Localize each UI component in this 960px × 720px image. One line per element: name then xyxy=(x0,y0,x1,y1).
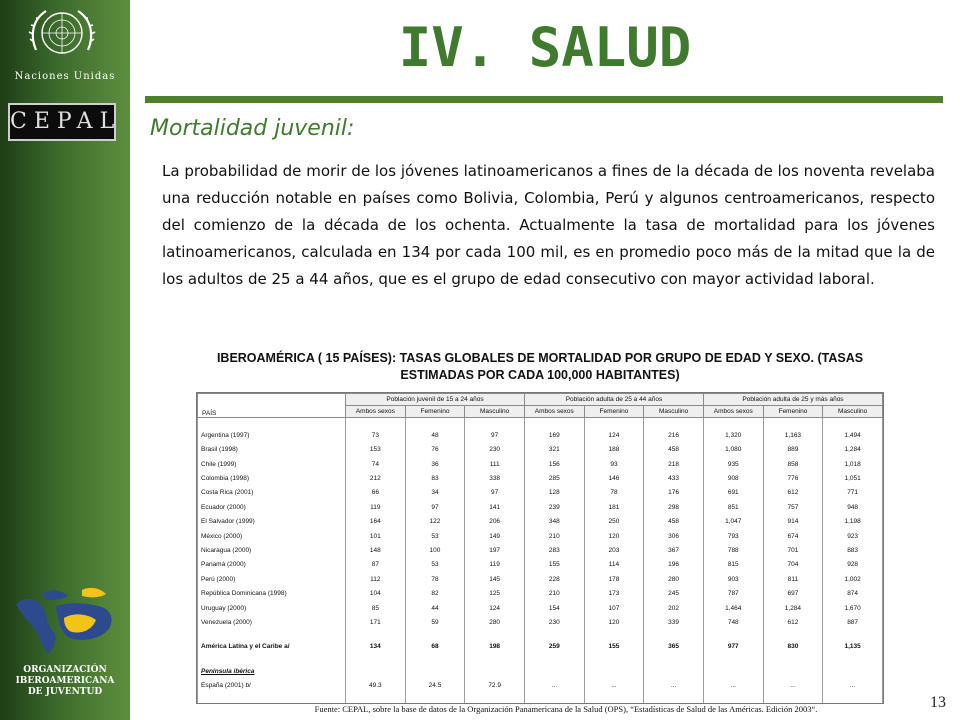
value-cell: 120 xyxy=(584,529,644,543)
country-cell: Panamá (2000) xyxy=(198,558,346,572)
value-cell: 146 xyxy=(584,471,644,485)
spacer-cell xyxy=(584,693,644,703)
page-title: IV. SALUD xyxy=(398,16,692,79)
sub-header: Masculino xyxy=(823,406,883,418)
value-cell: 1,047 xyxy=(703,514,763,528)
value-cell: 206 xyxy=(465,514,525,528)
table-row xyxy=(198,601,883,615)
value-cell: 283 xyxy=(524,543,584,557)
intro-paragraph: La probabilidad de morir de los jóvenes latinoamericanos a fines de la década de los noventa revelaba una reducción notable en países como Bolivia, Colombia, Perú y algunos centroamericanos, respecto del comienzo de la década de los ochenta. Actualmente la tasa de mortalidad para los jóvenes latinoamericanos, calculada en 134 por cada 100 mil, es en promedio poco más de la mitad que la de los adultos de 25 a 44 años, que es el grupo de edad consecutivo con mayor actividad laboral. xyxy=(162,162,935,288)
country-cell: Perú (2000) xyxy=(198,572,346,586)
section-subtitle: Mortalidad juvenil: xyxy=(150,116,355,141)
value-cell: 154 xyxy=(524,601,584,615)
table-caption: IBEROAMÉRICA ( 15 PAÍSES): TASAS GLOBALES DE MORTALIDAD POR GRUPO DE EDAD Y SEXO. (TASAS ESTIMADAS POR CADA 100,000 HABITANTES) xyxy=(216,351,864,382)
table-row xyxy=(198,572,883,586)
spacer-cell xyxy=(703,630,763,640)
value-cell: 85 xyxy=(346,601,406,615)
country-cell: América Latina y el Caribe a/ xyxy=(198,640,346,654)
spacer-cell xyxy=(584,418,644,429)
value-cell: 1,494 xyxy=(823,428,883,442)
spacer-cell xyxy=(584,654,644,664)
value-cell: 339 xyxy=(644,615,704,629)
sub-header: Masculino xyxy=(465,406,525,418)
value-cell: 908 xyxy=(703,471,763,485)
value-cell: 197 xyxy=(465,543,525,557)
table-row xyxy=(198,471,883,485)
spacer-cell xyxy=(703,654,763,664)
table-row xyxy=(198,615,883,629)
group-header: Población adulta de 25 a 44 años xyxy=(524,394,703,406)
value-cell: 216 xyxy=(644,428,704,442)
value-cell: 171 xyxy=(346,615,406,629)
table-row xyxy=(198,500,883,514)
spacer-cell xyxy=(465,418,525,429)
value-cell: 285 xyxy=(524,471,584,485)
value-cell: 148 xyxy=(346,543,406,557)
oij-name xyxy=(0,665,130,698)
spacer-cell xyxy=(346,418,406,429)
value-cell: 134 xyxy=(346,640,406,654)
spacer-cell xyxy=(644,654,704,664)
spacer-cell xyxy=(584,630,644,640)
spacer-row xyxy=(198,630,883,640)
value-cell: 114 xyxy=(584,558,644,572)
value-cell: 100 xyxy=(405,543,465,557)
value-cell: 1,284 xyxy=(763,601,823,615)
country-cell: Chile (1999) xyxy=(198,457,346,471)
value-cell: 78 xyxy=(584,486,644,500)
iberoamerica-map-logo xyxy=(12,584,118,658)
value-cell: 1,051 xyxy=(823,471,883,485)
value-cell: 210 xyxy=(524,529,584,543)
value-cell: 1,018 xyxy=(823,457,883,471)
value-cell: 830 xyxy=(763,640,823,654)
value-cell: 977 xyxy=(703,640,763,654)
sub-header: Femenino xyxy=(584,406,644,418)
value-cell: 68 xyxy=(405,640,465,654)
value-cell: 757 xyxy=(763,500,823,514)
value-cell: 178 xyxy=(584,572,644,586)
total-row xyxy=(198,640,883,654)
value-cell: 44 xyxy=(405,601,465,615)
value-cell: 218 xyxy=(644,457,704,471)
country-cell: México (2000) xyxy=(198,529,346,543)
value-cell: 1,284 xyxy=(823,442,883,456)
value-cell: 338 xyxy=(465,471,525,485)
value-cell: 1,002 xyxy=(823,572,883,586)
spacer-cell xyxy=(524,664,584,678)
value-cell: 72.9 xyxy=(465,678,525,692)
sub-header: Femenino xyxy=(405,406,465,418)
value-cell: 112 xyxy=(346,572,406,586)
value-cell: 169 xyxy=(524,428,584,442)
value-cell: 93 xyxy=(584,457,644,471)
country-cell: Venezuela (2000) xyxy=(198,615,346,629)
country-cell: Costa Rica (2001) xyxy=(198,486,346,500)
value-cell: 82 xyxy=(405,587,465,601)
value-cell: 280 xyxy=(644,572,704,586)
value-cell: 1,163 xyxy=(763,428,823,442)
group-header: Población juvenil de 15 a 24 años xyxy=(346,394,525,406)
spacer-cell xyxy=(584,664,644,678)
value-cell: 128 xyxy=(524,486,584,500)
spacer-cell xyxy=(465,630,525,640)
sidebar xyxy=(0,0,130,720)
value-cell: 173 xyxy=(584,587,644,601)
value-cell: 203 xyxy=(584,543,644,557)
spacer-cell xyxy=(823,630,883,640)
value-cell: 122 xyxy=(405,514,465,528)
value-cell: 883 xyxy=(823,543,883,557)
value-cell: 365 xyxy=(644,640,704,654)
value-cell: 53 xyxy=(405,529,465,543)
value-cell: 141 xyxy=(465,500,525,514)
country-cell: Brasil (1998) xyxy=(198,442,346,456)
value-cell: 156 xyxy=(524,457,584,471)
spacer-cell xyxy=(823,693,883,703)
table-row xyxy=(198,543,883,557)
oij-name-line: IBEROAMERICANA xyxy=(15,676,115,686)
table-row xyxy=(198,442,883,456)
table-row xyxy=(198,486,883,500)
mortality-table-frame xyxy=(196,392,884,704)
value-cell: 793 xyxy=(703,529,763,543)
value-cell: 458 xyxy=(644,442,704,456)
value-cell: 97 xyxy=(405,500,465,514)
value-cell: 321 xyxy=(524,442,584,456)
value-cell: 34 xyxy=(405,486,465,500)
spacer-cell xyxy=(405,693,465,703)
value-cell: 697 xyxy=(763,587,823,601)
table-row xyxy=(198,558,883,572)
value-cell: 259 xyxy=(524,640,584,654)
spacer-cell xyxy=(763,664,823,678)
value-cell: 433 xyxy=(644,471,704,485)
value-cell: 787 xyxy=(703,587,763,601)
spacer-cell xyxy=(763,630,823,640)
spacer-cell xyxy=(524,418,584,429)
table-row xyxy=(198,678,883,692)
value-cell: 124 xyxy=(584,428,644,442)
value-cell: 210 xyxy=(524,587,584,601)
sub-header: Ambos sexos xyxy=(524,406,584,418)
spacer-cell xyxy=(346,693,406,703)
value-cell: 887 xyxy=(823,615,883,629)
value-cell: 691 xyxy=(703,486,763,500)
spacer-cell xyxy=(198,418,346,429)
column-header-pais: PAÍS xyxy=(198,394,346,418)
value-cell: 771 xyxy=(823,486,883,500)
spacer-cell xyxy=(644,664,704,678)
value-cell: 53 xyxy=(405,558,465,572)
spacer-cell xyxy=(703,664,763,678)
value-cell: 245 xyxy=(644,587,704,601)
country-cell: Argentina (1997) xyxy=(198,428,346,442)
spacer-cell xyxy=(703,418,763,429)
spacer-cell xyxy=(644,418,704,429)
value-cell: 1,135 xyxy=(823,640,883,654)
spacer-cell xyxy=(198,630,346,640)
value-cell: 101 xyxy=(346,529,406,543)
spacer-cell xyxy=(644,693,704,703)
value-cell: 935 xyxy=(703,457,763,471)
country-cell: Colombia (1998) xyxy=(198,471,346,485)
spacer-cell xyxy=(703,693,763,703)
value-cell: 119 xyxy=(346,500,406,514)
value-cell: 176 xyxy=(644,486,704,500)
value-cell: 181 xyxy=(584,500,644,514)
page-number: 13 xyxy=(930,694,946,711)
value-cell: 928 xyxy=(823,558,883,572)
spacer-cell xyxy=(763,418,823,429)
sub-header: Femenino xyxy=(763,406,823,418)
value-cell: 458 xyxy=(644,514,704,528)
value-cell: 612 xyxy=(763,615,823,629)
value-cell: 858 xyxy=(763,457,823,471)
spacer-cell xyxy=(823,418,883,429)
value-cell: 788 xyxy=(703,543,763,557)
value-cell: 202 xyxy=(644,601,704,615)
value-cell: 212 xyxy=(346,471,406,485)
value-cell: 87 xyxy=(346,558,406,572)
value-cell: 155 xyxy=(524,558,584,572)
spacer-cell xyxy=(346,664,406,678)
un-name: Naciones Unidas xyxy=(14,71,116,82)
spacer-cell xyxy=(405,654,465,664)
value-cell: 153 xyxy=(346,442,406,456)
value-cell: 1,320 xyxy=(703,428,763,442)
spacer-cell xyxy=(524,630,584,640)
value-cell: 348 xyxy=(524,514,584,528)
country-cell: República Dominicana (1998) xyxy=(198,587,346,601)
spacer-cell xyxy=(405,664,465,678)
spacer-cell xyxy=(465,664,525,678)
value-cell: ... xyxy=(524,678,584,692)
spacer-cell xyxy=(346,654,406,664)
value-cell: 149 xyxy=(465,529,525,543)
value-cell: 298 xyxy=(644,500,704,514)
value-cell: 196 xyxy=(644,558,704,572)
sub-header: Ambos sexos xyxy=(703,406,763,418)
value-cell: ... xyxy=(703,678,763,692)
spacer-cell xyxy=(405,418,465,429)
table-row xyxy=(198,514,883,528)
country-cell: Uruguay (2000) xyxy=(198,601,346,615)
sub-header: Ambos sexos xyxy=(346,406,406,418)
value-cell: ... xyxy=(823,678,883,692)
table-row xyxy=(198,587,883,601)
value-cell: 120 xyxy=(584,615,644,629)
value-cell: 1,464 xyxy=(703,601,763,615)
value-cell: 36 xyxy=(405,457,465,471)
value-cell: 83 xyxy=(405,471,465,485)
spacer-cell xyxy=(465,654,525,664)
country-cell: España (2001) b/ xyxy=(198,678,346,692)
value-cell: 164 xyxy=(346,514,406,528)
value-cell: 280 xyxy=(465,615,525,629)
section-row xyxy=(198,664,883,678)
spacer-cell xyxy=(524,693,584,703)
value-cell: 1,670 xyxy=(823,601,883,615)
value-cell: 228 xyxy=(524,572,584,586)
source-note: Fuente: CEPAL, sobre la base de datos de la Organización Panamericana de la Salud (OPS), “Estadísticas de Salud de las Américas. Edición 2003“. xyxy=(314,704,818,714)
spacer-cell xyxy=(524,654,584,664)
value-cell: 811 xyxy=(763,572,823,586)
value-cell: 923 xyxy=(823,529,883,543)
value-cell: 874 xyxy=(823,587,883,601)
value-cell: 198 xyxy=(465,640,525,654)
value-cell: 250 xyxy=(584,514,644,528)
spacer-cell xyxy=(198,654,346,664)
table-row xyxy=(198,428,883,442)
value-cell: 1,080 xyxy=(703,442,763,456)
value-cell: 903 xyxy=(703,572,763,586)
value-cell: 145 xyxy=(465,572,525,586)
value-cell: 107 xyxy=(584,601,644,615)
value-cell: 188 xyxy=(584,442,644,456)
value-cell: 914 xyxy=(763,514,823,528)
table-body xyxy=(198,418,883,704)
oij-name-line: DE JUVENTUD xyxy=(27,687,103,697)
value-cell: 776 xyxy=(763,471,823,485)
un-emblem-logo xyxy=(22,6,102,68)
value-cell: 701 xyxy=(763,543,823,557)
spacer-cell xyxy=(823,664,883,678)
value-cell: 59 xyxy=(405,615,465,629)
value-cell: 704 xyxy=(763,558,823,572)
value-cell: 66 xyxy=(346,486,406,500)
value-cell: 306 xyxy=(644,529,704,543)
value-cell: 97 xyxy=(465,428,525,442)
spacer-row xyxy=(198,693,883,703)
value-cell: 239 xyxy=(524,500,584,514)
oij-name-line: ORGANIZACIÓN xyxy=(23,665,107,675)
value-cell: 948 xyxy=(823,500,883,514)
spacer-row xyxy=(198,654,883,664)
spacer-cell xyxy=(465,693,525,703)
group-header: Población adulta de 25 y más años xyxy=(703,394,882,406)
value-cell: 230 xyxy=(465,442,525,456)
spacer-row xyxy=(198,418,883,429)
value-cell: 124 xyxy=(465,601,525,615)
value-cell: 48 xyxy=(405,428,465,442)
value-cell: ... xyxy=(763,678,823,692)
value-cell: 111 xyxy=(465,457,525,471)
spacer-cell xyxy=(644,630,704,640)
sub-header: Masculino xyxy=(644,406,704,418)
value-cell: 851 xyxy=(703,500,763,514)
spacer-cell xyxy=(763,654,823,664)
value-cell: 367 xyxy=(644,543,704,557)
country-cell: Nicaragua (2000) xyxy=(198,543,346,557)
value-cell: 104 xyxy=(346,587,406,601)
spacer-cell xyxy=(346,630,406,640)
value-cell: 73 xyxy=(346,428,406,442)
spacer-cell xyxy=(823,654,883,664)
mortality-table xyxy=(197,393,883,703)
value-cell: 97 xyxy=(465,486,525,500)
spacer-cell xyxy=(763,693,823,703)
cepal-logo: CEPAL xyxy=(8,103,116,141)
value-cell: 815 xyxy=(703,558,763,572)
value-cell: 230 xyxy=(524,615,584,629)
value-cell: 76 xyxy=(405,442,465,456)
country-cell: El Salvador (1999) xyxy=(198,514,346,528)
value-cell: 78 xyxy=(405,572,465,586)
value-cell: 155 xyxy=(584,640,644,654)
value-cell: 889 xyxy=(763,442,823,456)
value-cell: 748 xyxy=(703,615,763,629)
value-cell: 612 xyxy=(763,486,823,500)
spacer-cell xyxy=(198,693,346,703)
value-cell: 125 xyxy=(465,587,525,601)
country-cell: Ecuador (2000) xyxy=(198,500,346,514)
spacer-cell xyxy=(405,630,465,640)
table-row xyxy=(198,457,883,471)
section-label: Península ibérica xyxy=(198,664,346,678)
value-cell: 49.3 xyxy=(346,678,406,692)
value-cell: ... xyxy=(644,678,704,692)
value-cell: 74 xyxy=(346,457,406,471)
value-cell: 119 xyxy=(465,558,525,572)
title-divider xyxy=(145,96,943,103)
value-cell: 24.5 xyxy=(405,678,465,692)
value-cell: ... xyxy=(584,678,644,692)
value-cell: 1,198 xyxy=(823,514,883,528)
table-row xyxy=(198,529,883,543)
value-cell: 674 xyxy=(763,529,823,543)
